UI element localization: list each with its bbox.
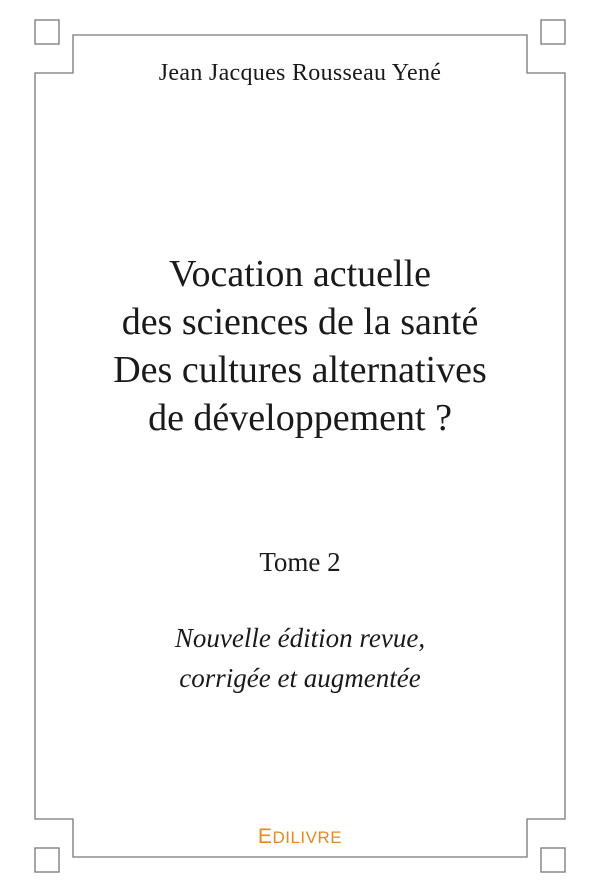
publisher-logo <box>0 825 600 849</box>
corner-square-top-right <box>541 20 565 44</box>
volume-label: Tome 2 <box>259 547 341 577</box>
edition-note <box>0 618 600 698</box>
publisher-logo-initial: E <box>257 825 273 848</box>
author-name: Jean Jacques Rousseau Yené <box>158 60 442 86</box>
corner-square-top-left <box>35 20 59 44</box>
title-line: Des cultures alternatives <box>113 349 487 391</box>
publisher-logo-rest: DILIVRE <box>272 828 343 847</box>
book-title <box>0 250 600 442</box>
edition-line: corrigée et augmentée <box>179 663 421 693</box>
corner-square-bottom-right <box>541 848 565 872</box>
frame-outline <box>35 35 565 857</box>
edition-line: Nouvelle édition revue, <box>174 623 426 653</box>
corner-square-bottom-left <box>35 848 59 872</box>
title-line: des sciences de la santé <box>121 301 479 343</box>
title-line: de développement ? <box>148 397 452 439</box>
title-line: Vocation actuelle <box>168 253 432 295</box>
